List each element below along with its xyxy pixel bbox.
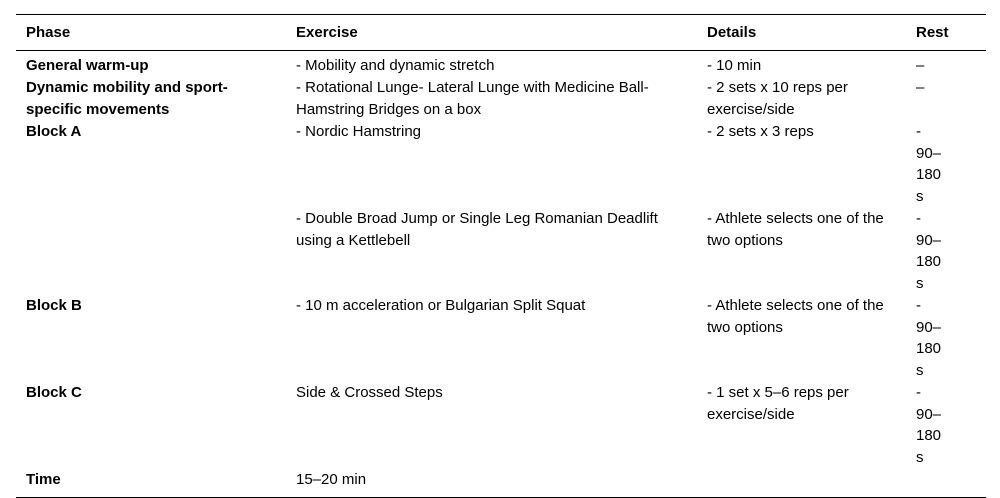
cell-exercise: - 10 m acceleration or Bulgarian Split Squat [296,297,586,314]
cell-rest: – [916,56,925,74]
table-body [16,50,986,497]
cell-rest: - 90–180 s [916,123,942,205]
table-row [16,295,986,382]
cell-phase: Dynamic mobility and sport-specific movements [26,79,228,118]
cell-phase: General warm-up [26,56,149,74]
cell-phase: Block C [26,384,82,401]
header-phase: Phase [16,15,286,51]
cell-exercise: - Rotational Lunge- Lateral Lunge with Medicine Ball- Hamstring Bridges on a box [296,79,649,118]
cell-phase: Time [16,469,286,498]
cell-exercise: 15–20 min [286,469,697,498]
cell-rest [906,469,986,498]
table-row [16,50,986,77]
cell-phase: Block B [26,297,82,314]
protocol-table [16,14,986,498]
cell-details [697,469,906,498]
header-details: Details [697,15,906,51]
cell-phase: Block A [26,123,82,140]
table-header [16,15,986,51]
cell-exercise: - Mobility and dynamic stretch [296,56,495,74]
cell-rest: – [916,79,925,96]
cell-details: - 2 sets x 3 reps [707,123,814,140]
header-exercise: Exercise [286,15,697,51]
cell-details: - 2 sets x 10 reps per exercise/side [707,79,848,118]
cell-details: - 1 set x 5–6 reps per exercise/side [707,384,849,423]
table-row [16,121,986,208]
cell-details: - Athlete selects one of the two options [707,297,884,336]
table-row [16,77,986,121]
cell-details: - Athlete selects one of the two options [707,210,884,249]
header-rest: Rest [906,15,986,51]
cell-exercise: Side & Crossed Steps [296,384,443,401]
table-row [16,208,986,295]
cell-details: - 10 min [707,56,762,74]
table-row [16,469,986,498]
cell-rest: - 90–180 s [916,297,942,379]
cell-phase [16,208,286,295]
cell-rest: - 90–180 s [916,384,942,466]
cell-exercise: - Double Broad Jump or Single Leg Romanian Deadlift using a Kettlebell [296,210,658,249]
cell-exercise: - Nordic Hamstring [296,123,422,140]
table-row [16,382,986,469]
protocol-table-container [16,14,986,498]
cell-rest: - 90–180 s [916,210,942,292]
header-row [16,15,986,51]
